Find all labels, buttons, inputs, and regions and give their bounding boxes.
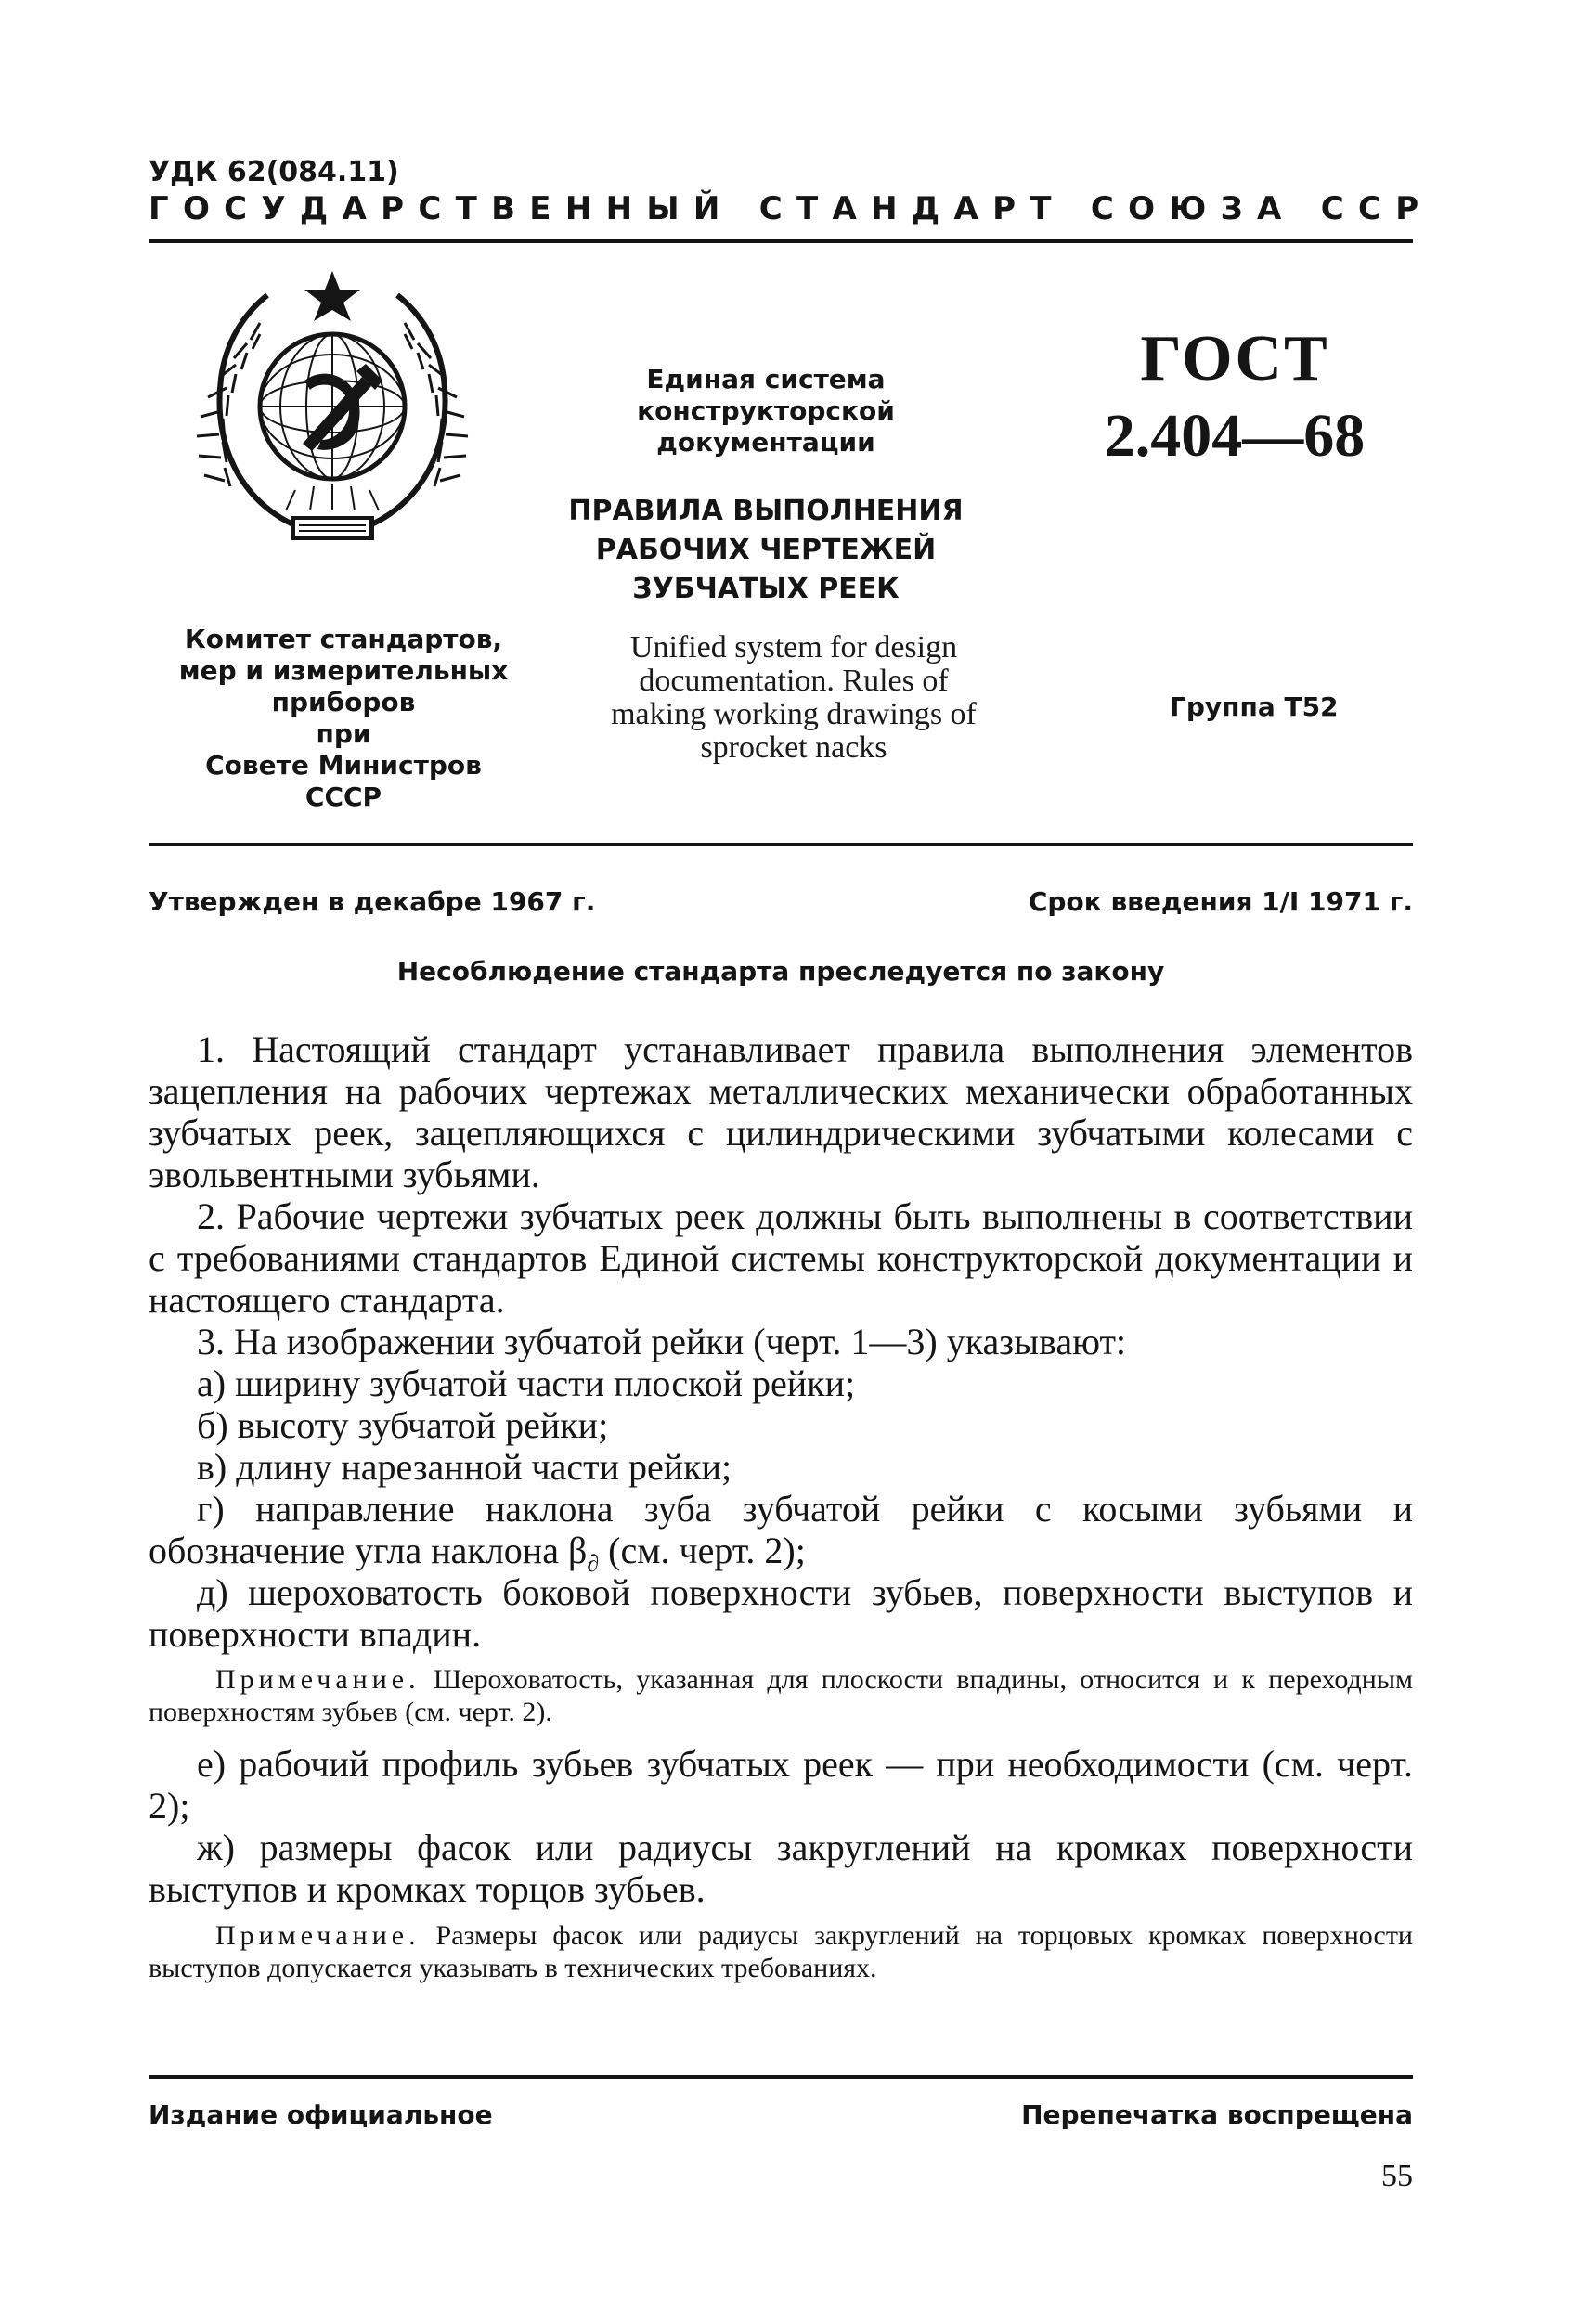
document-title (557, 492, 975, 609)
committee-line: Совете Министров (205, 750, 482, 781)
title-line: ПРАВИЛА ВЫПОЛНЕНИЯ (568, 495, 964, 527)
reprint-prohibited: Перепечатка воспрещена (1021, 2099, 1413, 2130)
committee-line: СССР (304, 781, 382, 812)
list-item-g-tail: (см. черт. 2); (599, 1530, 806, 1571)
list-item-d: д) шероховатость боковой поверхности зубьев, поверхности выступов и поверхности впадин. (149, 1571, 1413, 1655)
state-standard-title: ГОСУДАРСТВЕННЫЙ СТАНДАРТ СОЮЗА ССР (149, 190, 1433, 227)
udk-code: УДК 62(084.11) (149, 156, 399, 188)
list-item-zh: ж) размеры фасок или радиусы закруглений на кромках поверхности выступов и кромках торцов зубьев. (149, 1827, 1413, 1910)
committee-line: при (316, 718, 371, 749)
list-item-b: б) высоту зубчатой рейки; (197, 1404, 609, 1446)
english-line: documentation. Rules of (639, 664, 949, 698)
note-text: Размеры фасок или радиусы закруглений на торцовых кромках поверхности выступов допускается указывать в технических требованиях. (149, 1920, 1413, 1983)
page-number: 55 (1381, 2159, 1413, 2193)
title-line: ЗУБЧАТЫХ РЕЕК (632, 573, 900, 605)
system-line: конструкторской (637, 395, 895, 426)
system-name (576, 364, 956, 458)
ussr-emblem (193, 267, 472, 555)
note-2 (149, 1919, 1413, 1984)
english-title (576, 631, 1012, 765)
footer-rule (149, 2075, 1413, 2079)
paragraph-2: 2. Рабочие чертежи зубчатых реек должны быть выполнены в соответствии с требованиями стандартов Единой системы конструкторской документации и настоящего стандарта. (149, 1195, 1413, 1321)
official-edition: Издание официальное (149, 2099, 493, 2130)
committee-line: приборов (271, 687, 416, 717)
ussr-emblem-icon (193, 267, 472, 555)
beta-symbol: β (567, 1530, 588, 1571)
list-item-v: в) длину нарезанной части рейки; (197, 1446, 732, 1488)
law-notice: Несоблюдение стандарта преследуется по закону (396, 956, 1165, 987)
gost-label: ГОСТ (1140, 323, 1329, 394)
english-line: sprocket nacks (700, 730, 887, 765)
note-label: Примечание. (215, 1920, 421, 1951)
list-item-a: а) ширину зубчатой части плоской рейки; (197, 1362, 856, 1404)
committee-name (149, 624, 538, 813)
paragraph-1: 1. Настоящий стандарт устанавливает правила выполнения элементов зацепления на рабочих чертежах металлических механически обработанных зубчатых реек, зацепляющихся с цилиндрическими зубчатыми колесами с эвольвентными зубьями. (149, 1028, 1413, 1195)
paragraph-3: 3. На изображении зубчатой рейки (черт. 1—3) указывают: (197, 1321, 1127, 1362)
english-line: making working drawings of (611, 697, 977, 731)
note-1 (149, 1663, 1413, 1728)
committee-line: Комитет стандартов, (184, 624, 503, 654)
note-text: Шероховатость, указанная для плоскости впадины, относится и к переходным поверхностям зубьев (см. черт. 2). (149, 1664, 1413, 1727)
committee-line: мер и измерительных (178, 655, 509, 686)
beta-subscript: ∂ (587, 1550, 600, 1577)
list-item-g (149, 1488, 1413, 1584)
header-rule (149, 239, 1413, 243)
system-line: Единая система (646, 364, 886, 394)
title-line: РАБОЧИХ ЧЕРТЕЖЕЙ (595, 534, 937, 566)
system-line: документации (656, 427, 875, 458)
block-rule (149, 843, 1413, 846)
effective-date: Срок введения 1/I 1971 г. (1028, 886, 1413, 917)
note-label: Примечание. (215, 1664, 421, 1695)
list-item-g-text: г) направление наклона зуба зубчатой рейки с косыми зубьями и обозначение угла наклона (149, 1488, 1413, 1571)
gost-number: 2.404—68 (1104, 402, 1366, 470)
approved-date: Утвержден в декабре 1967 г. (149, 886, 596, 917)
group-label: Группа Т52 (1170, 691, 1339, 722)
english-line: Unified system for design (629, 630, 958, 665)
list-item-e: е) рабочий профиль зубьев зубчатых реек — при необходимости (см. черт. 2); (149, 1743, 1413, 1827)
